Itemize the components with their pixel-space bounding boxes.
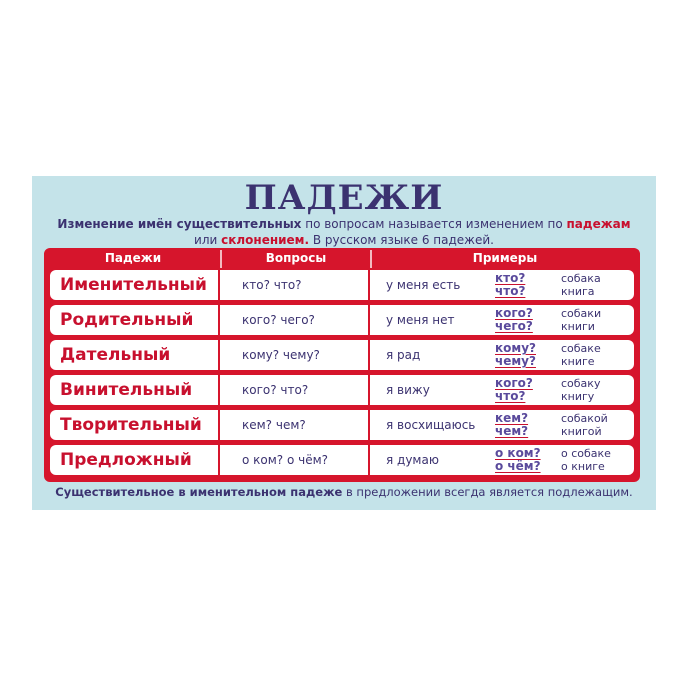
column-separator — [218, 445, 220, 475]
example-word-2: книги — [561, 320, 595, 333]
example-question-2: о чём? — [495, 459, 541, 473]
column-separator — [218, 270, 220, 300]
example-questions — [495, 410, 557, 440]
example-question-2: чему? — [495, 354, 536, 368]
table-row — [50, 270, 634, 300]
example-words — [561, 305, 633, 335]
case-name: Именительный — [60, 275, 207, 295]
header-questions: Вопросы — [265, 251, 327, 265]
example-words — [561, 340, 633, 370]
cases-table — [44, 248, 640, 482]
example-word-2: книгой — [561, 425, 602, 438]
intro-part-6: В русском языке 6 падежей. — [309, 233, 494, 247]
column-separator — [218, 305, 220, 335]
case-questions: о ком? о чём? — [242, 453, 329, 467]
intro-text — [40, 216, 648, 248]
header-examples: Примеры — [472, 251, 538, 265]
column-separator — [218, 340, 220, 370]
column-separator — [368, 340, 370, 370]
example-questions — [495, 375, 557, 405]
case-questions: кого? что? — [242, 383, 309, 397]
example-word-2: о книге — [561, 460, 605, 473]
page-title: ПАДЕЖИ — [244, 178, 444, 218]
table-header — [46, 250, 638, 268]
example-words — [561, 445, 633, 475]
column-separator — [368, 375, 370, 405]
example-question-1: кем? — [495, 411, 529, 425]
example-word-1: собаке — [561, 342, 601, 355]
column-separator — [218, 375, 220, 405]
example-word-1: собаку — [561, 377, 601, 390]
example-question-2: что? — [495, 389, 526, 403]
column-separator — [368, 270, 370, 300]
example-questions — [495, 270, 557, 300]
footer-note — [40, 484, 648, 500]
example-question-1: кто? — [495, 271, 526, 285]
column-separator — [218, 410, 220, 440]
table-row — [50, 445, 634, 475]
example-questions — [495, 340, 557, 370]
example-questions — [495, 445, 557, 475]
example-words — [561, 270, 633, 300]
table-row — [50, 410, 634, 440]
table-row — [50, 305, 634, 335]
example-words — [561, 410, 633, 440]
example-word-2: книге — [561, 355, 595, 368]
example-phrase: я вижу — [386, 383, 430, 397]
header-cases: Падежи — [104, 251, 162, 265]
example-phrase: у меня нет — [386, 313, 455, 327]
column-separator — [368, 410, 370, 440]
example-question-2: чего? — [495, 319, 533, 333]
example-phrase: я восхищаюсь — [386, 418, 476, 432]
example-question-2: чем? — [495, 424, 529, 438]
example-word-1: собака — [561, 272, 601, 285]
example-phrase: я думаю — [386, 453, 439, 467]
example-question-1: кого? — [495, 376, 533, 390]
column-separator — [368, 305, 370, 335]
example-question-1: о ком? — [495, 446, 541, 460]
footer-rest: в предложении всегда является подлежащим. — [342, 485, 633, 499]
example-word-1: собакой — [561, 412, 608, 425]
example-question-2: что? — [495, 284, 526, 298]
example-question-1: кого? — [495, 306, 533, 320]
intro-part-3: падежам — [566, 217, 631, 231]
table-row — [50, 375, 634, 405]
intro-part-5: склонением. — [221, 233, 310, 247]
case-questions: кому? чему? — [242, 348, 320, 362]
case-name: Винительный — [60, 380, 193, 400]
cases-card — [32, 176, 656, 510]
intro-part-4: или — [194, 233, 222, 247]
intro-part-1: Изменение имён существительных — [57, 217, 302, 231]
column-separator — [368, 445, 370, 475]
example-word-2: книга — [561, 285, 595, 298]
intro-part-2: по вопросам называется изменением по — [301, 217, 567, 231]
case-name: Родительный — [60, 310, 194, 330]
example-question-1: кому? — [495, 341, 536, 355]
case-name: Дательный — [60, 345, 171, 365]
footer-bold: Существительное в именительном падеже — [55, 485, 343, 499]
case-questions: кем? чем? — [242, 418, 306, 432]
example-phrase: у меня есть — [386, 278, 461, 292]
example-phrase: я рад — [386, 348, 421, 362]
example-questions — [495, 305, 557, 335]
case-questions: кто? что? — [242, 278, 302, 292]
case-questions: кого? чего? — [242, 313, 315, 327]
example-word-1: о собаке — [561, 447, 611, 460]
case-name: Предложный — [60, 450, 192, 470]
example-words — [561, 375, 633, 405]
case-name: Творительный — [60, 415, 202, 435]
table-row — [50, 340, 634, 370]
example-word-1: собаки — [561, 307, 602, 320]
example-word-2: книгу — [561, 390, 595, 403]
